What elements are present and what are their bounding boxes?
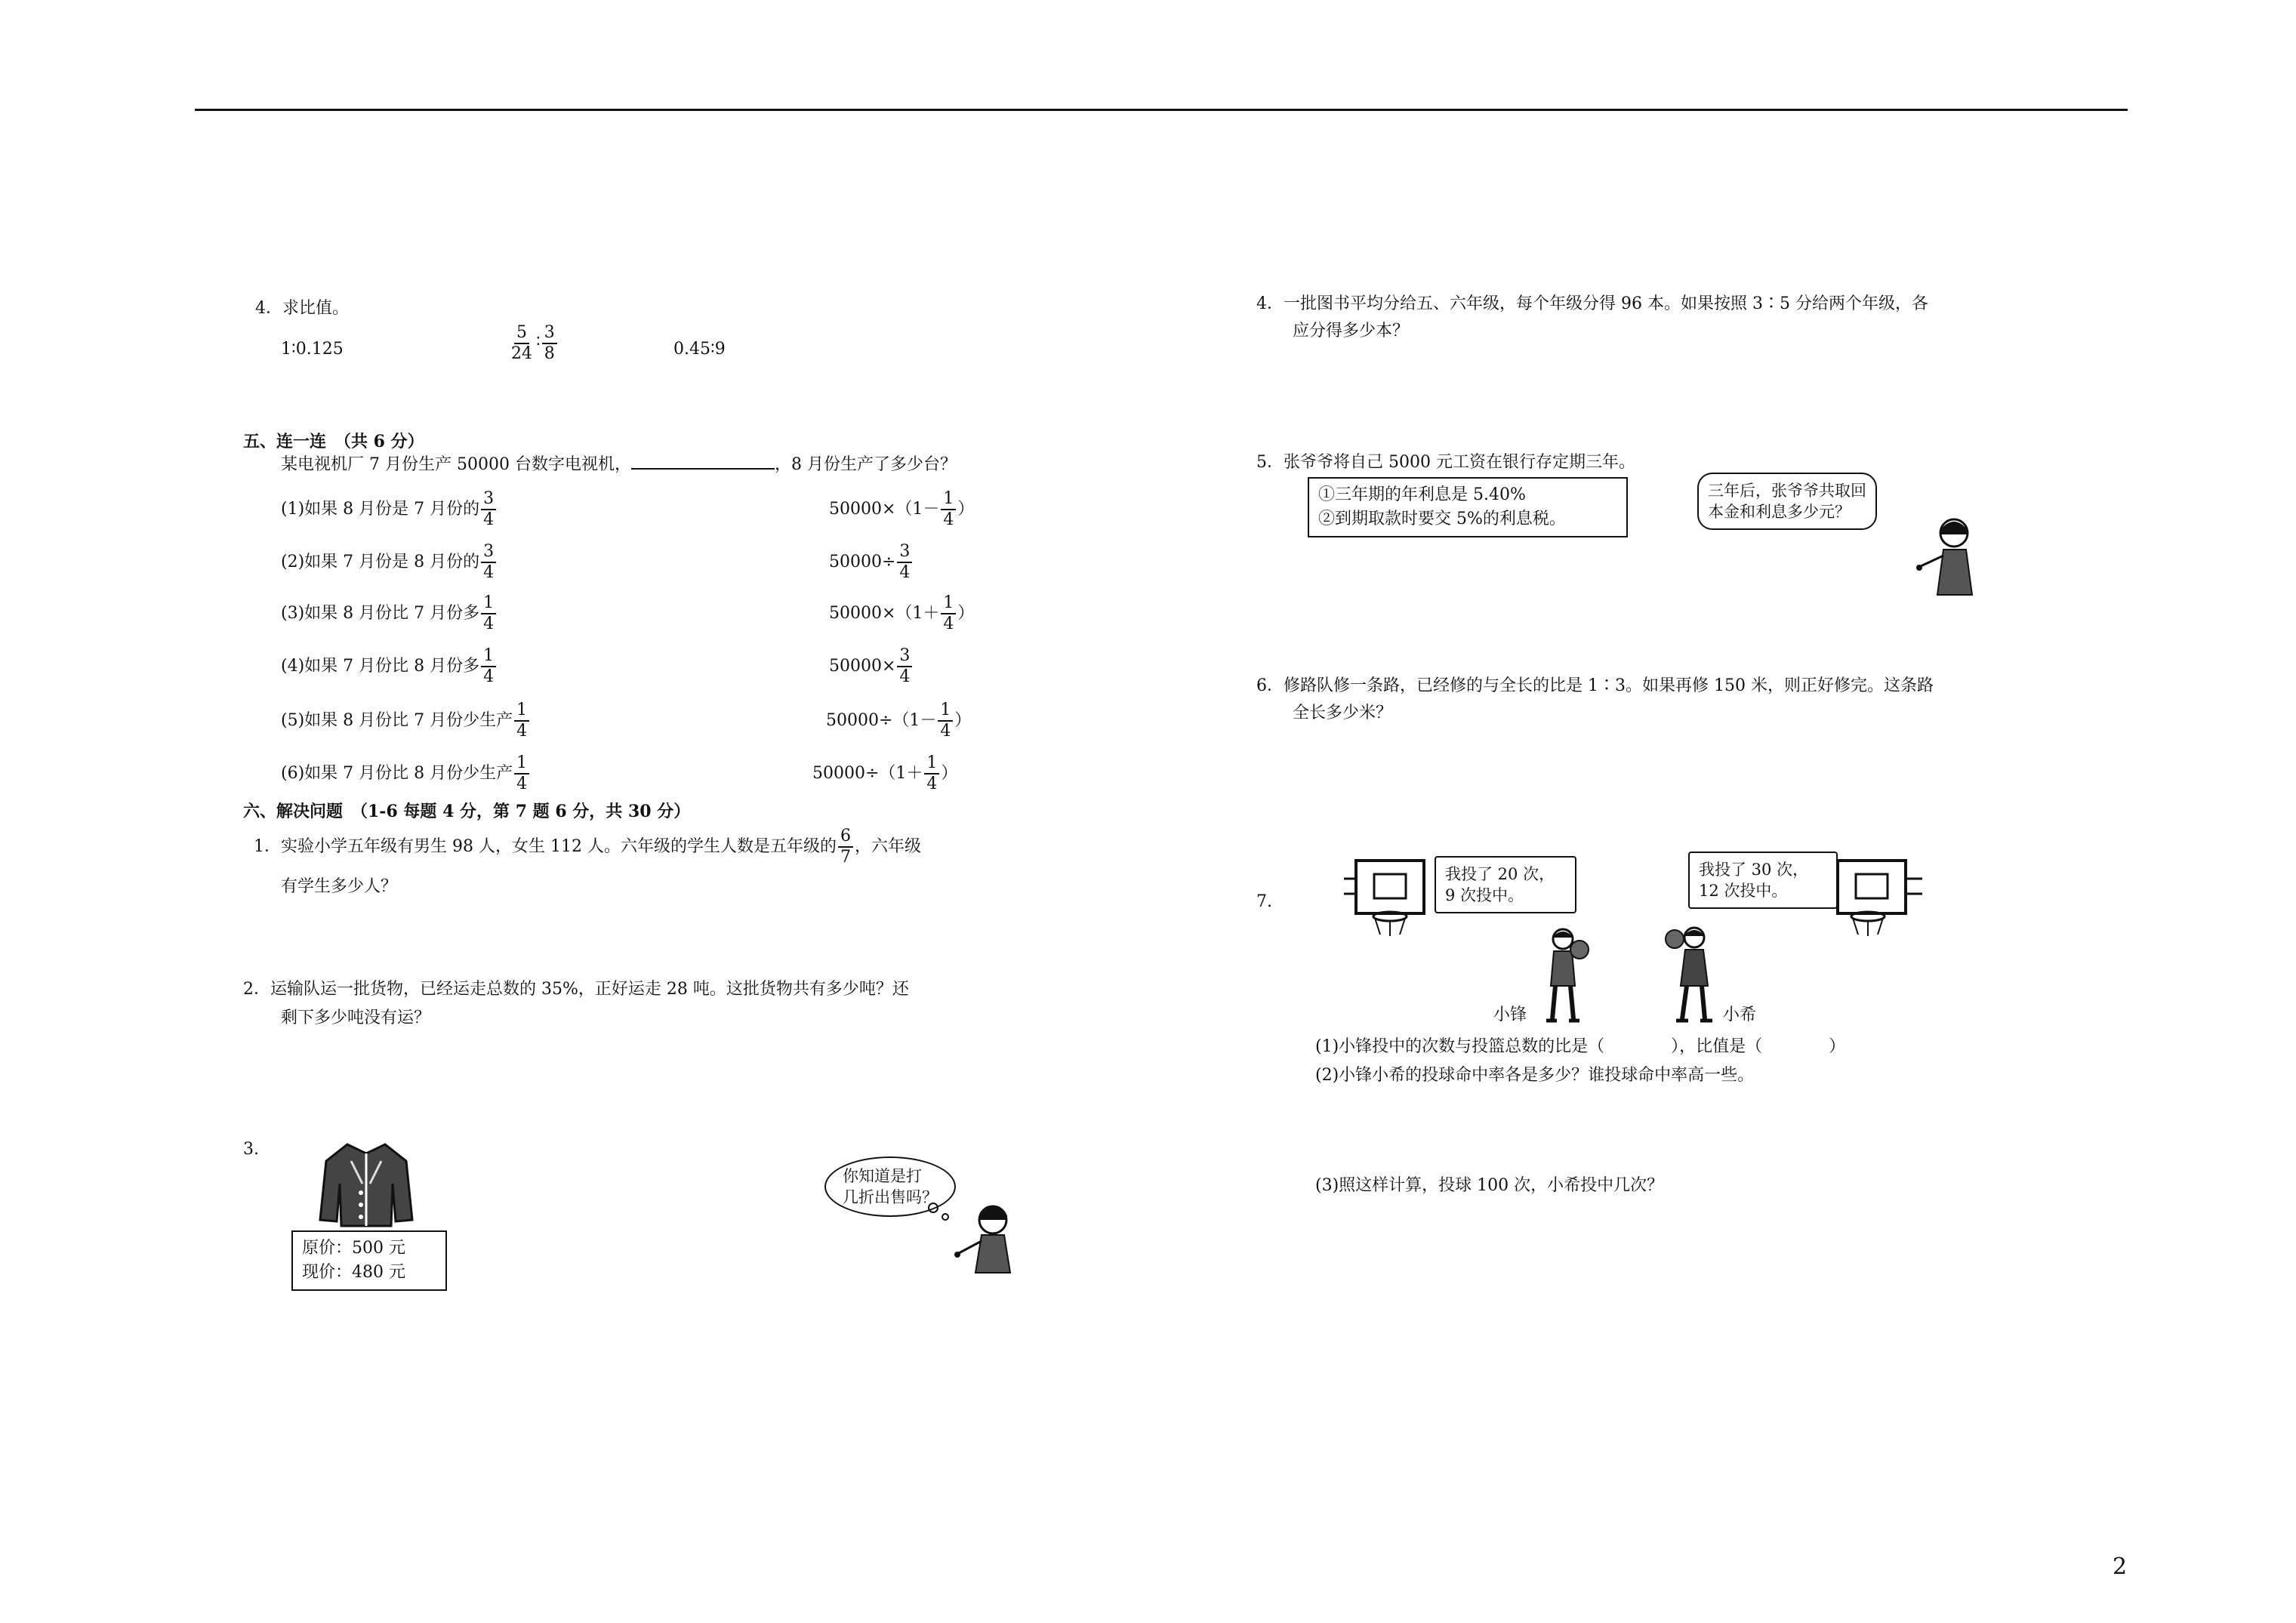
q7-sub1: (1)小锋投中的次数与投篮总数的比是（ ），比值是（ ） (1315, 1037, 1846, 1056)
q3-speech-bubble: 你知道是打 几折出售吗？ (824, 1156, 956, 1217)
match-right-expression: 50000× $\frac{3}{4}$ (829, 646, 914, 687)
current-price: 现价：480 元 (302, 1263, 405, 1282)
q5-speech-bubble: 三年后，张爷爷共取回 本金和利息多少元？ (1697, 473, 1877, 530)
r-q6-text: 6．修路队修一条路，已经修的与全长的比是 1∶3。如果再修 150 米，则正好修完。这条路 (1256, 676, 1934, 695)
q1-text-line2: 有学生多少人？ (281, 877, 398, 896)
r-q5-text: 5．张爷爷将自己 5000 元工资在银行存定期三年。 (1256, 453, 1635, 472)
interest-box: ①三年期的年利息是 5.40% ②到期取款时要交 5%的利息税。 (1308, 477, 1628, 537)
match-right-expression: 50000÷ $\frac{3}{4}$ (829, 542, 914, 583)
q7-bubble-xiaoxi: 我投了 30 次， 12 次投中。 (1688, 852, 1838, 909)
jacket-image (317, 1138, 415, 1229)
q1-text: 1．实验小学五年级有男生 98 人，女生 112 人。六年级的学生人数是五年级的 $\frac{6}{7}$ ，六年级 (254, 827, 921, 867)
q2-text-line2: 剩下多少吨没有运？ (281, 1009, 431, 1027)
ratio-3: 0.45∶9 (673, 340, 726, 359)
match-right-expression: 50000×（1＋ $\frac{1}{4}$ ） (829, 593, 975, 633)
match-right-expression: 50000÷（1－ $\frac{1}{4}$ ） (826, 701, 972, 741)
player-xiaoxi-icon (1658, 921, 1726, 1027)
price-box (291, 1230, 447, 1291)
ratio-1: 1∶0.125 (281, 340, 344, 359)
match-right-expression: 50000×（1－ $\frac{1}{4}$ ） (829, 489, 975, 529)
basketball-hoop-icon (1830, 856, 1928, 939)
match-left-item: (5)如果 8 月份比 7 月份少生产 $\frac{1}{4}$ (281, 701, 531, 741)
r-q4-text-line2: 应分得多少本？ (1293, 322, 1410, 340)
section-5-title: 五、连一连 （共 6 分） (243, 432, 424, 451)
match-right-expression: 50000÷（1＋ $\frac{1}{4}$ ） (812, 753, 958, 793)
r-q7-number: 7. (1256, 892, 1272, 911)
girl-icon (1910, 513, 1993, 604)
ratio-2: $\frac{5}{24}$ ∶ $\frac{3}{8}$ (507, 323, 559, 364)
match-left-item: (3)如果 8 月份比 7 月份多 $\frac{1}{4}$ (281, 593, 498, 634)
header-rule (195, 109, 2128, 111)
name-xiaoxi: 小希 (1723, 1006, 1757, 1024)
original-price: 原价：500 元 (302, 1239, 405, 1258)
q7-sub2: (2)小锋小希的投球命中率各是多少？谁投球命中率高一些。 (1315, 1066, 1755, 1085)
match-left-item: (1)如果 8 月份是 7 月份的 $\frac{3}{4}$ (281, 489, 498, 530)
basketball-hoop-icon (1341, 856, 1432, 939)
match-left-item: (6)如果 7 月份比 8 月份少生产 $\frac{1}{4}$ (281, 753, 531, 794)
q2-text: 2．运输队运一批货物，已经运走总数的 35%，正好运走 28 吨。这批货物共有多少吨？还 (243, 980, 909, 999)
player-xiaofeng-icon (1530, 927, 1590, 1025)
r-q4-text: 4．一批图书平均分给五、六年级，每个年级分得 96 本。如果按照 3∶5 分给两个年级，各 (1256, 294, 1928, 313)
q7-bubble-xiaofeng: 我投了 20 次， 9 次投中。 (1435, 856, 1576, 913)
section-6-title: 六、解决问题 （1-6 每题 4 分，第 7 题 6 分，共 30 分） (243, 802, 691, 821)
match-left-item: (4)如果 7 月份比 8 月份多 $\frac{1}{4}$ (281, 646, 498, 687)
section-5-intro: 某电视机厂 7 月份生产 50000 台数字电视机， ，8 月份生产了多少台？ (281, 455, 957, 474)
q7-sub3: (3)照这样计算，投球 100 次，小希投中几次？ (1315, 1176, 1664, 1195)
page-number: 2 (2113, 1554, 2128, 1580)
name-xiaofeng: 小锋 (1493, 1006, 1527, 1024)
girl-icon (921, 1197, 1034, 1280)
answer-blank (631, 468, 775, 470)
q4-title: 4．求比值。 (255, 299, 349, 318)
match-left-item: (2)如果 7 月份是 8 月份的 $\frac{3}{4}$ (281, 542, 498, 583)
r-q6-text-line2: 全长多少米？ (1293, 704, 1393, 722)
q3-number: 3. (243, 1140, 259, 1159)
